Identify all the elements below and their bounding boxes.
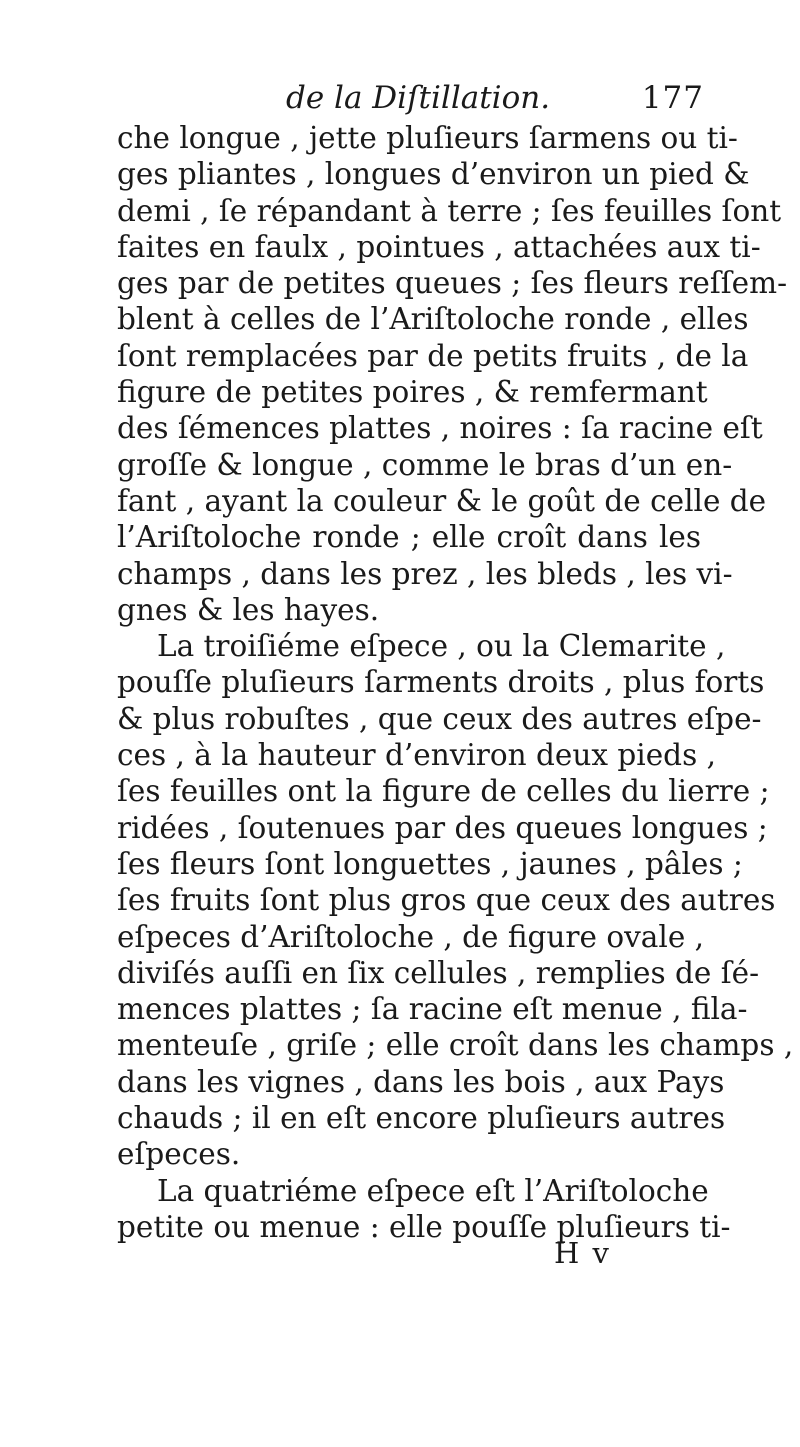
running-head <box>118 80 708 124</box>
text-line: ridées , ſoutenues par des queues longues ; <box>117 810 768 845</box>
page-number: 177 <box>641 80 704 116</box>
text-line: groſſe & longue , comme le bras d’un en- <box>117 447 733 482</box>
text-line: ges par de petites queues ; ſes fleurs reſſem- <box>117 266 788 301</box>
paragraph-start-line: La troiſiéme eſpece , ou la Clemarite , <box>157 629 726 664</box>
text-line: gnes & les hayes. <box>117 592 380 627</box>
running-title: de la Diſtillation. <box>286 80 551 116</box>
text-line: pouſſe pluſieurs ſarments droits , plus forts <box>117 665 765 700</box>
text-line: ges pliantes , longues d’environ un pied & <box>117 157 750 192</box>
text-line: blent à celles de l’Ariſtoloche ronde , elles <box>117 302 749 337</box>
text-line: chauds ; il en eſt encore pluſieurs autres <box>117 1101 726 1136</box>
text-line: eſpeces. <box>117 1137 241 1172</box>
text-line: ſes fleurs ſont longuettes , jaunes , pâles ; <box>117 846 743 881</box>
text-line: eſpeces d’Ariſtoloche , de figure ovale , <box>117 919 705 954</box>
text-line: l’Ariſtoloche ronde ; elle croît dans les <box>117 520 701 555</box>
text-line: & plus robuſtes , que ceux des autres eſpe- <box>117 701 762 736</box>
text-line: fant , ayant la couleur & le goût de celle de <box>117 483 767 518</box>
body-text <box>117 120 794 1245</box>
text-line: champs , dans les prez , les bleds , les vi- <box>117 556 733 591</box>
text-line: ſont remplacées par de petits fruits , de la <box>117 338 749 373</box>
text-line: faites en faulx , pointues , attachées aux ti- <box>117 229 761 264</box>
text-line: che longue , jette pluſieurs ſarmens ou ti- <box>117 121 738 155</box>
text-line: des ſémences plattes , noires : ſa racine eſt <box>117 411 763 446</box>
text-line: ſes feuilles ont la figure de celles du lierre ; <box>117 774 770 809</box>
text-line: ſes fruits ſont plus gros que ceux des autres <box>117 883 776 918</box>
text-line: ces , à la hauteur d’environ deux pieds , <box>117 738 716 773</box>
text-line: figure de petites poires , & remfermant <box>117 375 708 410</box>
text-line: diviſés auſſi en ſix cellules , remplies de ſé- <box>117 955 760 990</box>
text-line: demi , ſe répandant à terre ; ſes feuilles ſont <box>117 193 782 228</box>
text-line: menteuſe , griſe ; elle croît dans les champs , <box>117 1028 794 1063</box>
text-line: petite ou menue : elle pouſſe pluſieurs ti- <box>117 1209 731 1244</box>
text-line: dans les vignes , dans les bois , aux Pays <box>117 1064 725 1099</box>
paragraph-start-line: La quatriéme eſpece eſt l’Ariſtoloche <box>157 1173 709 1208</box>
text-line: mences plattes ; ſa racine eſt menue , fila- <box>117 992 748 1027</box>
signature-mark: H v <box>554 1236 611 1270</box>
